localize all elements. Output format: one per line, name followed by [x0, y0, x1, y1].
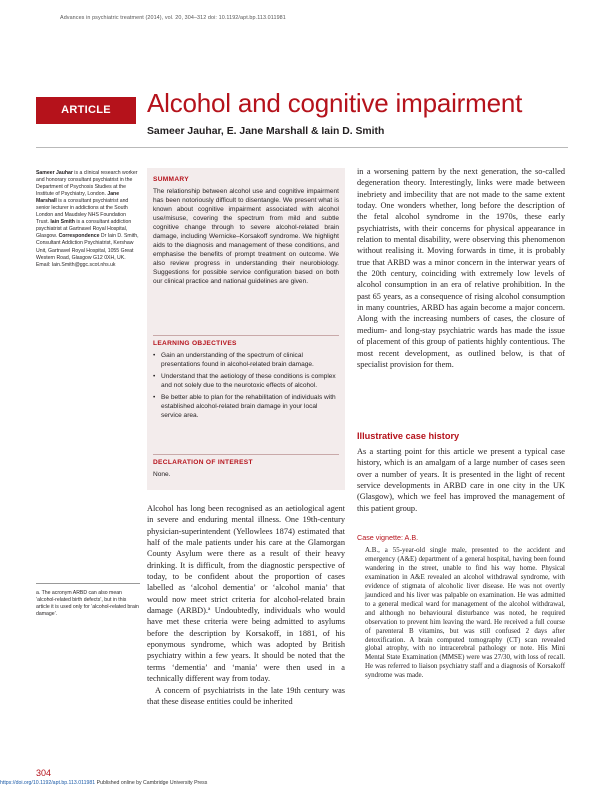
objective-text: Be better able to plan for the rehabilitation of individuals with established alcohol-related brain damage in your local service area. [161, 394, 336, 420]
footnote-divider [36, 583, 140, 584]
body-column-3 [357, 166, 565, 370]
paragraph: Alcohol has long been recognised as an aetiological agent in severe and enduring mental illness. One 19th-century physician-superintendent (Yellowlees 1874) estimated that half of the male patients under his care at the Glamorgan County Asylum were there as a result of their heavy drinking. It is difficult, from the diagnostic perspective of today, to be confident about the proportion of cases labelled as ‘alcohol dementia’ or ‘alcohol mania’ that would now meet strict criteria for alcohol-related brain damage (ARBD).ª Undoubtedly, individuals who would have met these criteria were being admitted to asylums before the description by Korsakoff, in 1881, of his eponymous syndrome, which was adopted by British psychiatry within a few years. It should be noted that the terms ‘dementia’ and ‘mania’ were then used in a technically different way from today. [147, 504, 345, 684]
objective-text: Understand that the aetiology of these conditions is complex and not solely due to the neurotoxic effects of alcohol. [161, 373, 336, 390]
footer-doi-line [0, 780, 207, 786]
author-name-3: Iain Smith [50, 219, 75, 226]
paragraph: A concern of psychiatrists in the late 19th century was that these disease entities could be inherited [147, 685, 345, 706]
paragraph: in a worsening pattern by the next generation, the so-called degeneration theory. Interestingly, links were made between inebriety and imbecility that are not made to the same extent today. One wonders whether, long before the description of the fetal alcohol syndrome in the 1970s, these early psychiatrists, with their concerns for physical appearance in relation to mental disability, were observing this phenomenon without realising it. Moving forwards in time, it is probably true that ARBD was a minor concern in the interwar years of the 20th century, coinciding with extremely low levels of alcohol consumption in an era of relative prohibition. In the past 65 years, as a consequence of rising alcohol consumption in many countries, ARBD has again become a major concern. Along with the increasing numbers of cases, the closure of medium- and long-stay psychiatric wards has made the issue of placement of this group of patients highly contentious. The most recent development, as outlined below, is that of specialist provision for them. [357, 167, 565, 369]
list-item [153, 372, 339, 390]
journal-citation: Advances in psychiatric treatment (2014), vol. 20, 304–312 doi: 10.1192/apt.bp.113.011981 [60, 15, 286, 21]
doi-link[interactable]: https://doi.org/10.1192/apt.bp.113.011981 [0, 780, 96, 786]
correspondence-text: Dr Iain D. Smith, Consultant Addiction Psychiatrist, Kershaw Unit, Gartnavel Royal Hospital, 1055 Great Western Road, Glasgow G12 0XH, UK. Email: Iain.Smith@ggc.scot.nhs.uk [36, 233, 139, 268]
article-title: Alcohol and cognitive impairment [147, 88, 523, 118]
correspondence-label: Correspondence [58, 233, 100, 240]
objectives-heading: LEARNING OBJECTIVES [153, 340, 237, 347]
interest-divider [153, 454, 339, 455]
list-item [153, 393, 339, 420]
objectives-list [153, 351, 339, 423]
author-bio-2: is a consultant psychiatrist and senior lecturer in addictions at the South London and Maudsley NHS Foundation Trust. [36, 198, 129, 226]
interest-heading: DECLARATION OF INTEREST [153, 459, 253, 466]
summary-heading: SUMMARY [153, 176, 189, 183]
summary-divider [153, 335, 339, 336]
section-heading: Illustrative case history [357, 431, 460, 441]
summary-text: The relationship between alcohol use and cognitive impairment has been notoriously difficult to disentangle. We present what is known about cognitive impairment associated with alcohol use/misuse, covering the spectrum from mild and subtle cognitive change through to severe alcohol-related brain damage, including Wernicke–Korsakoff syndrome. We highlight aids to the diagnosis and management of these conditions, and emphasise the benefits of prompt treatment on outcome. We also review progress in understanding their neurobiology. Suggestions for possible service configuration based on both our clinical practice and national guidelines are given. [153, 188, 339, 286]
case-vignette-text: A.B., a 55-year-old single male, presented to the accident and emergency (A&E) department of a general hospital, having been found wandering in the street, unable to find his way home. Physical examination in A&E revealed an alcohol withdrawal syndrome, with evidence of stigmata of alcoholic liver disease. He was not overtly jaundiced and his liver was palpable on examination. He was admitted to a general medical ward for management of the alcohol withdrawal, and although no behavioural disturbance was noted, he required observation to prevent him leaving the ward. He received a full course of parenteral B vitamins, but was still confused 2 days after detoxification. A brain computed tomography (CT) scan revealed global atrophy, with no intracerebral pathology or note. His Mini Mental State Examination (MMSE) were was 27/30, with loss of recall. He was referred to liaison psychiatry staff and a diagnosis of Korsakoff syndrome was made. [365, 546, 565, 680]
list-item [153, 351, 339, 369]
header-divider [36, 147, 568, 148]
publisher-note: Published online by Cambridge University Press [95, 780, 208, 786]
summary-box [147, 168, 345, 490]
article-type-tag: ARTICLE [36, 97, 136, 124]
bullet-icon: • [153, 394, 156, 402]
footnote: a. The acronym ARBD can also mean ‘alcohol-related birth defects’, but in this article it is used only for ‘alcohol-related brain damage’. [36, 590, 139, 618]
author-name-2: Jane Marshall [36, 191, 120, 205]
body-column-2 [147, 503, 345, 707]
interest-text: None. [153, 471, 171, 478]
author-name-1: Sameer Jauhar [36, 170, 73, 176]
author-bio-3: is a consultant addiction psychiatrist at Gartnavel Royal Hospital, Glasgow. [36, 219, 132, 240]
page-number: 304 [36, 768, 52, 778]
body-column-3-cont [357, 446, 565, 514]
case-subheading: Case vignette: A.B. [357, 533, 419, 542]
objective-text: Gain an understanding of the spectrum of clinical presentations found in alcohol-related brain damage. [161, 352, 314, 369]
paragraph: As a starting point for this article we present a typical case history, which is an amalgam of a large number of cases seen over a number of years. It is presented in the light of recent service developments in ARBD care in one city in the UK (Glasgow), which we feel has improved the management of this patient group. [357, 447, 565, 513]
author-bio-1: is a clinical research worker and honorary consultant psychiatrist in the Department of Psychosis Studies at the Institute of Psychiatry, London. [36, 170, 138, 198]
author-bio [36, 170, 140, 269]
bullet-icon: • [153, 352, 156, 359]
article-authors: Sameer Jauhar, E. Jane Marshall & Iain D. Smith [147, 126, 385, 137]
bullet-icon: • [153, 373, 156, 381]
